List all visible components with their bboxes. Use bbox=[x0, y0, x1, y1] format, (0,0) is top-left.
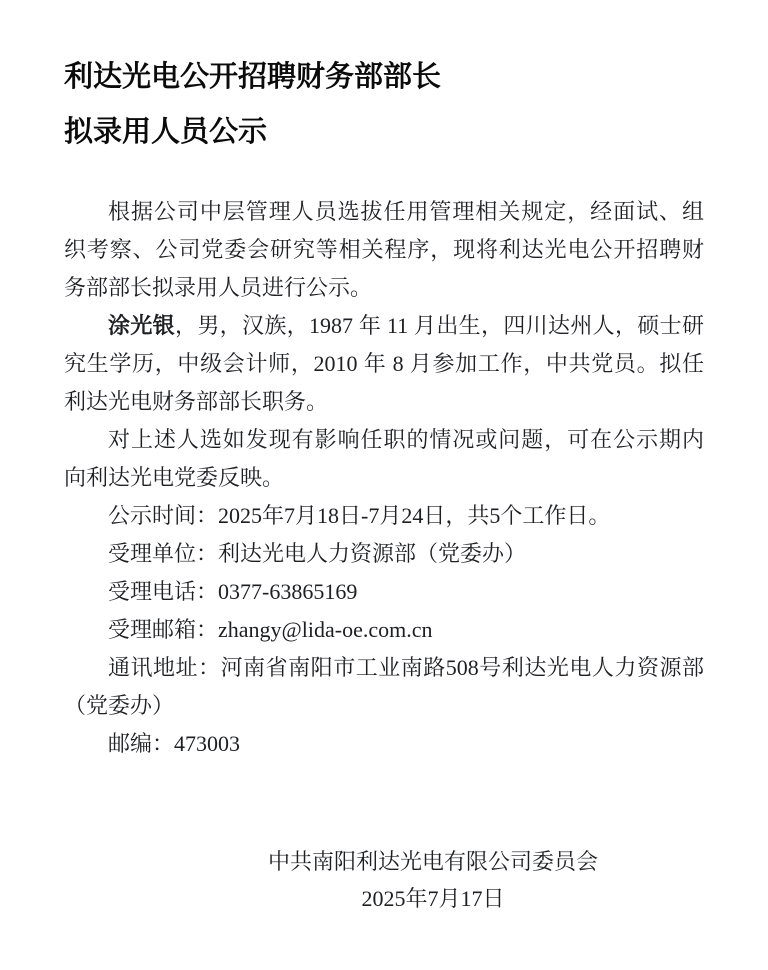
paragraph-basis bbox=[64, 193, 704, 307]
paragraph-line: 受理单位：利达光电人力资源部（党委办） bbox=[108, 541, 527, 566]
paragraph-line: 通讯地址：河南省南阳市工业南路508号利达光电人力资源部 bbox=[108, 655, 704, 680]
paragraph-line: 务部部长拟录用人员进行公示。 bbox=[64, 275, 373, 300]
paragraph-postal-code bbox=[64, 725, 704, 763]
paragraph-line: 究生学历，中级会计师，2010 年 8 月参加工作，中共党员。拟任 bbox=[64, 351, 704, 376]
paragraph-email bbox=[64, 611, 704, 649]
signature-organization: 中共南阳利达光电有限公司委员会 bbox=[267, 849, 598, 874]
paragraph-mailing-address bbox=[64, 649, 704, 725]
signature-block bbox=[268, 843, 598, 917]
paragraph-publicity-period bbox=[64, 497, 704, 535]
candidate-name: 涂光银 bbox=[108, 313, 175, 338]
paragraph-line: 受理电话：0377-63865169 bbox=[108, 579, 358, 604]
paragraph-line bbox=[64, 307, 704, 345]
signature-date: 2025年7月17日 bbox=[361, 886, 505, 911]
document-title-line-1: 利达光电公开招聘财务部部长 bbox=[64, 61, 442, 93]
paragraph-line: 根据公司中层管理人员选拔任用管理相关规定，经面试、组 bbox=[108, 199, 704, 224]
paragraph-line: 织考察、公司党委会研究等相关程序，现将利达光电公开招聘财 bbox=[64, 237, 704, 262]
paragraph-line: 向利达光电党委反映。 bbox=[64, 465, 285, 490]
document-title bbox=[64, 50, 704, 160]
paragraph-feedback-notice bbox=[64, 421, 704, 497]
paragraph-accepting-unit bbox=[64, 535, 704, 573]
paragraph-phone bbox=[64, 573, 704, 611]
paragraph-line: （党委办） bbox=[64, 693, 175, 718]
paragraph-line-rest: ，男，汉族，1987 年 11 月出生，四川达州人，硕士研 bbox=[175, 313, 704, 338]
document-body bbox=[64, 193, 704, 763]
paragraph-line: 公示时间：2025年7月18日-7月24日，共5个工作日。 bbox=[108, 503, 611, 528]
paragraph-line: 受理邮箱：zhangy@lida-oe.com.cn bbox=[108, 617, 433, 642]
paragraph-line: 对上述人选如发现有影响任职的情况或问题，可在公示期内 bbox=[108, 427, 704, 452]
paragraph-candidate-profile bbox=[64, 307, 704, 421]
paragraph-line: 利达光电财务部部长职务。 bbox=[64, 389, 329, 414]
paragraph-line: 邮编：473003 bbox=[108, 731, 241, 756]
document-title-line-2: 拟录用人员公示 bbox=[64, 116, 268, 148]
